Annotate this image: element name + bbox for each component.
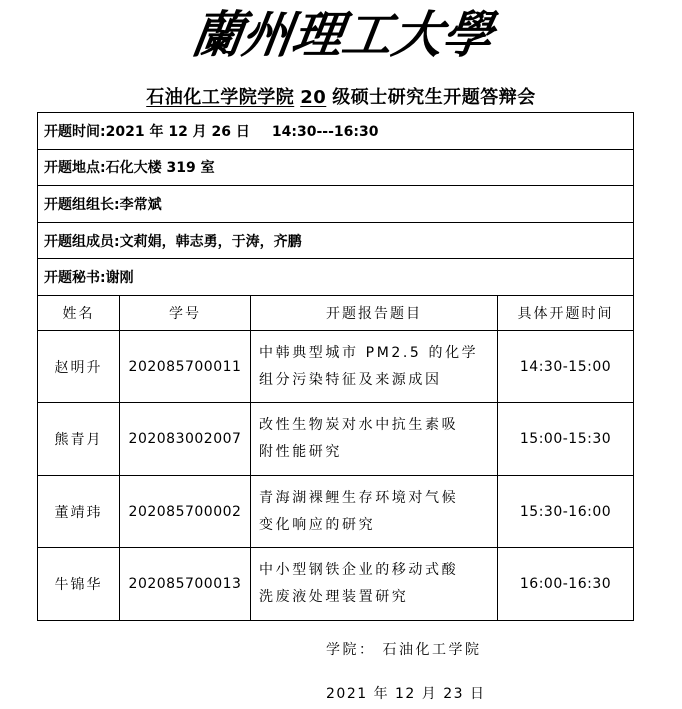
student-id: 202085700013 [120, 548, 251, 621]
footer-date: 2021 年 12 月 23 日 [326, 686, 486, 702]
student-name: 赵明升 [38, 330, 120, 403]
defense-time: 14:30-15:00 [498, 330, 634, 403]
info-row-place [38, 149, 634, 186]
defense-time: 15:00-15:30 [498, 403, 634, 476]
place-value: 石化大楼 319 室 [105, 160, 215, 177]
student-id: 202085700002 [120, 475, 251, 548]
table-row [38, 403, 634, 476]
student-id: 202085700011 [120, 330, 251, 403]
table-row [38, 475, 634, 548]
table-row [38, 548, 634, 621]
secretary-label: 开题秘书: [44, 270, 106, 287]
info-row-leader [38, 186, 634, 223]
student-name: 牛锦华 [38, 548, 120, 621]
leader-label: 开题组组长: [44, 196, 120, 213]
table-header-row [38, 295, 634, 330]
defense-time: 16:00-16:30 [498, 548, 634, 621]
university-logo-text: 蘭州理工大學 [188, 5, 497, 64]
table-row [38, 330, 634, 403]
topic-line-2: 洗废液处理装置研究 [259, 589, 409, 606]
leader-value: 李常斌 [119, 196, 162, 213]
time-label: 开题时间: [44, 123, 106, 140]
title-rest: 级硕士研究生开题答辩会 [332, 87, 536, 108]
topic-line-2: 附性能研究 [259, 444, 342, 461]
topic-line-1: 中小型钢铁企业的移动式酸 [259, 562, 459, 579]
report-topic [251, 403, 498, 476]
student-name: 董靖玮 [38, 475, 120, 548]
topic-line-2: 组分污染特征及来源成因 [259, 371, 442, 388]
title-year: 20 [300, 87, 327, 108]
footer-college: 学院： 石油化工学院 [326, 642, 482, 658]
header-id: 学号 [120, 295, 251, 330]
university-logo [188, 2, 497, 66]
info-row-members [38, 222, 634, 259]
report-topic [251, 330, 498, 403]
student-id: 202083002007 [120, 403, 251, 476]
page-title [0, 83, 682, 109]
place-label: 开题地点: [44, 160, 106, 177]
members-value: 文莉娟，韩志勇，于涛，齐鹏 [119, 233, 302, 250]
header-topic: 开题报告题目 [251, 295, 498, 330]
report-topic [251, 475, 498, 548]
defense-table [37, 112, 634, 621]
secretary-value: 谢刚 [105, 270, 134, 287]
title-college: 石油化工学院学院 [146, 87, 295, 108]
header-time: 具体开题时间 [498, 295, 634, 330]
members-label: 开题组成员: [44, 233, 120, 250]
info-row-secretary [38, 259, 634, 296]
topic-line-1: 中韩典型城市 PM2.5 的化学 [259, 344, 479, 361]
time-range: 14:30---16:30 [271, 123, 379, 140]
student-name: 熊青月 [38, 403, 120, 476]
report-topic [251, 548, 498, 621]
header-name: 姓名 [38, 295, 120, 330]
topic-line-1: 改性生物炭对水中抗生素吸 [259, 417, 459, 434]
topic-line-2: 变化响应的研究 [259, 516, 376, 533]
time-date: 2021 年 12 月 26 日 [105, 123, 250, 140]
topic-line-1: 青海湖裸鲤生存环境对气候 [259, 489, 459, 506]
info-row-time [38, 113, 634, 150]
defense-time: 15:30-16:00 [498, 475, 634, 548]
